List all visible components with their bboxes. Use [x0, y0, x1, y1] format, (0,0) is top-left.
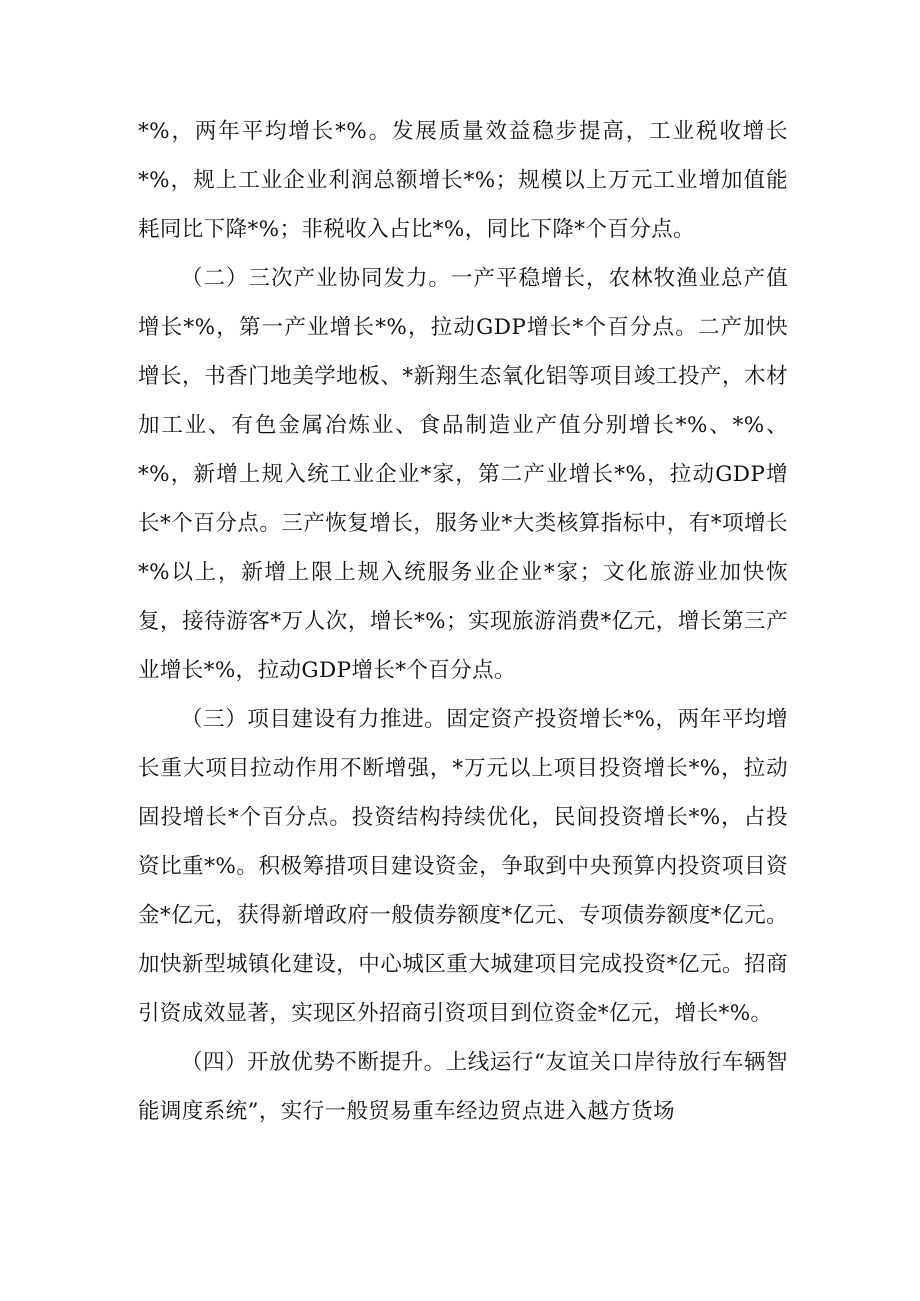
paragraph-2: （二）三次产业协同发力。一产平稳增长，农林牧渔业总产值增长*%，第一产业增长*%，拉动GDP增长*个百分点。二产加快增长，书香门地美学地板、*新翔生态氧化铝等项目竣工投产，木材加工业、有色金属冶炼业、食品制造业产值分别增长*%、*%、*%，新增上规入统工业企业*家，第二产业增长*%，拉动GDP增长*个百分点。三产恢复增长，服务业*大类核算指标中，有*项增长*%以上，新增上限上规入统服务业企业*家；文化旅游业加快恢复，接待游客*万人次，增长*%；实现旅游消费*亿元，增长第三产业增长*%，拉动GDP增长*个百分点。 [138, 266, 788, 683]
paragraph-4: （四）开放优势不断提升。上线运行“友谊关口岸待放行车辆智能调度系统”，实行一般贸易重车经边贸点进入越方货场 [138, 1050, 788, 1124]
paragraph-1: *%，两年平均增长*%。发展质量效益稳步提高，工业税收增长*%，规上工业企业利润总额增长*%；规模以上万元工业增加值能耗同比下降*%；非税收入占比*%，同比下降*个百分点。 [138, 119, 788, 242]
document-page [138, 107, 788, 1136]
paragraph-3: （三）项目建设有力推进。固定资产投资增长*%，两年平均增长重大项目拉动作用不断增强，*万元以上项目投资增长*%，拉动固投增长*个百分点。投资结构持续优化，民间投资增长*%，占投资比重*%。积极筹措项目建设资金，争取到中央预算内投资项目资金*亿元，获得新增政府一般债券额度*亿元、专项债券额度*亿元。加快新型城镇化建设，中心城区重大城建项目完成投资*亿元。招商引资成效显著，实现区外招商引资项目到位资金*亿元，增长*%。 [138, 707, 788, 1026]
